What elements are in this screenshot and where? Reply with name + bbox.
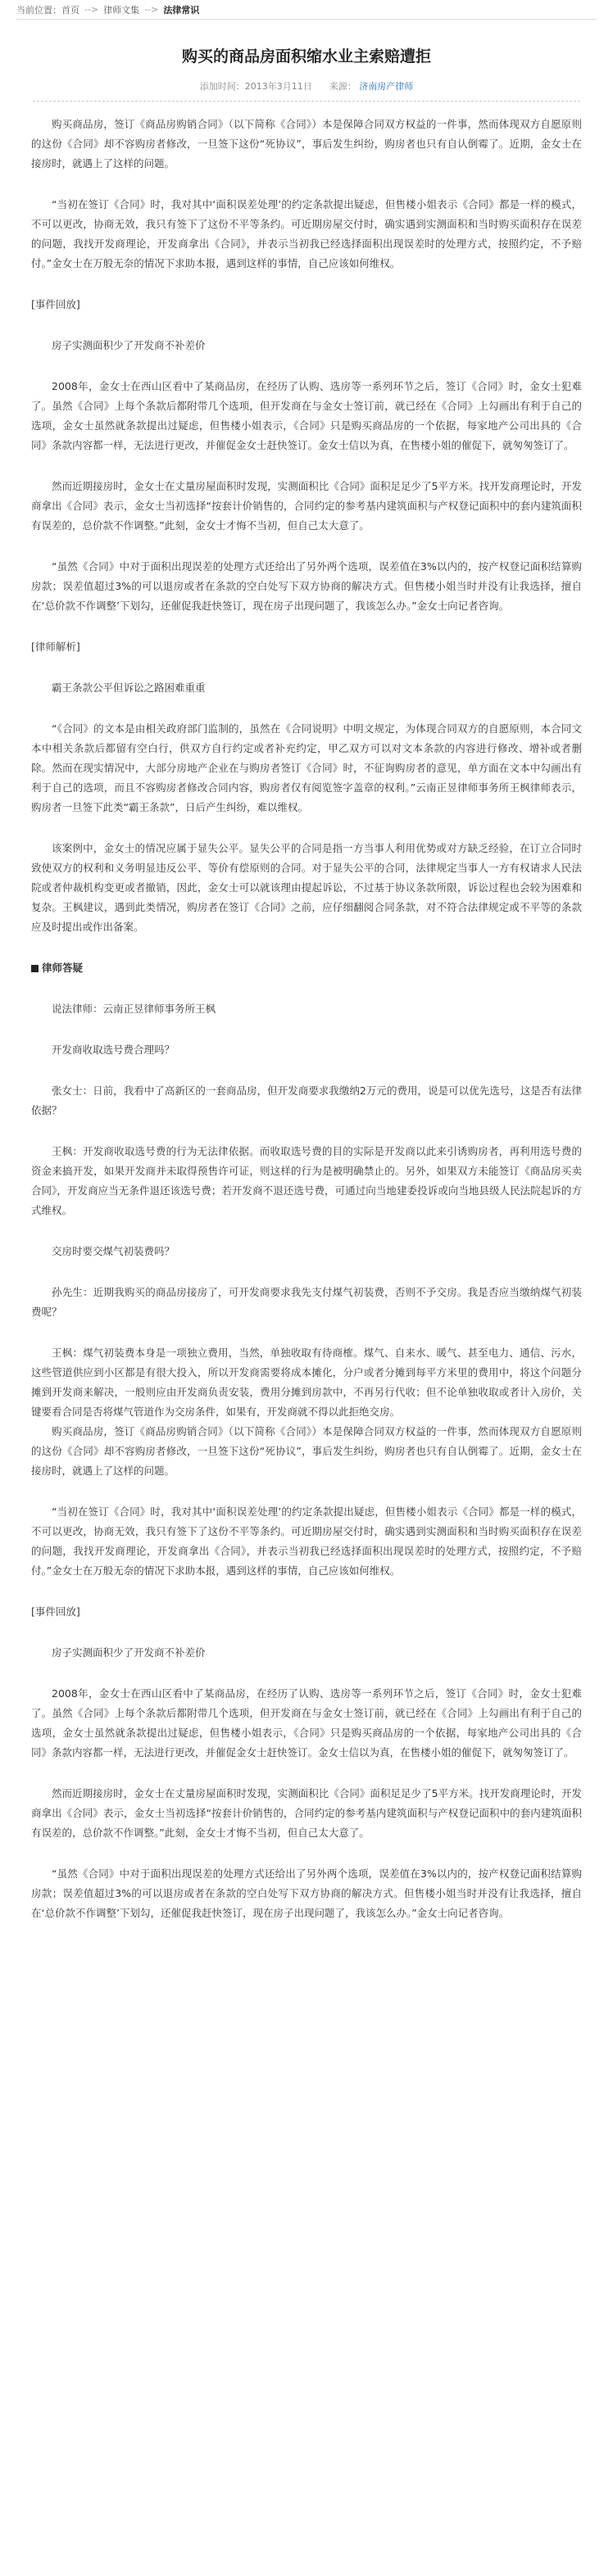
breadcrumb-home-link[interactable]: 首页 [61,4,79,16]
sub-heading: 房子实测面积少了开发商不补差价 [52,339,206,351]
paragraph: 然而近期接房时，金女士在丈量房屋面积时发现，实测面积比《合同》面积足足少了5平方米。找开发商理论时，开发商拿出《合同》表示，金女士当初选择“按套计价销售的，合同约定的参考基内建筑面积与产权登记面积中的套内建筑面积有误差的，总价款不作调整。”此刻，金女士才悔不当初，但自己太大意了。 [31,480,582,532]
article-header [16,20,597,75]
author-link[interactable]: 济南房产律师 [359,81,414,92]
paragraph: 购买商品房，签订《商品房购销合同》（以下简称《合同》）本是保障合同双方权益的一件事，然而体现双方自愿原则的这份《合同》却不容购房者修改，一旦签下这份“死协议”，事后发生纠纷，购房者也只有自认倒霉了。近期，金女士在接房时，就遇上了这样的问题。 [31,1425,582,1477]
paragraph: 说法律师：云南正昱律师事务所王枫 [52,1003,216,1015]
breadcrumb [16,0,597,20]
section-heading: [事件回放] [31,298,80,310]
qa-heading [31,958,582,978]
square-bullet-icon [31,965,39,972]
paragraph: 该案例中，金女士的情况应属于显失公平。显失公平的合同是指一方当事人利用优势或对方缺乏经验，在订立合同时致使双方的权利和义务明显违反公平、等价有偿原则的合同。对于显失公平的合同，法律规定当事人一方有权请求人民法院或者仲裁机构变更或者撤销，因此，金女士可以就该理由提起诉讼，不过基于协议条款所限，诉讼过程也会较为困难和复杂。王枫建议，遇到此类情况，购房者在签订《合同》之前，应仔细翻阅合同条款，对不符合法律规定或不平等的条款应及时提出或作出备案。 [31,842,582,933]
paragraph: 购买商品房，签订《商品房购销合同》（以下简称《合同》）本是保障合同双方权益的一件事，然而体现双方自愿原则的这份《合同》却不容购房者修改，一旦签下这份“死协议”，事后发生纠纷，购房者也只有自认倒霉了。近期，金女士在接房时，就遇上了这样的问题。 [31,118,582,170]
paragraph: “《合同》的文本是由相关政府部门监制的，虽然在《合同说明》中明文规定，为体现合同双方的自愿原则，本合同文本中相关条款后都留有空白行，供双方自行约定或者补充约定，甲乙双方可以对文本条款的内容进行修改、增补或者删除。然而在现实情况中，大部分房地产企业在与购房者签订《合同》时，不征询购房者的意见，单方面在文本中勾画出有利于自己的选项，而且不容购房者修改合同内容，购房者仅有阅览签字盖章的权利。”云南正昱律师事务所王枫律师表示，购房者一旦签下此类“霸王条款”，日后产生纠纷，难以维权。 [31,722,582,813]
paragraph: “虽然《合同》中对于面积出现误差的处理方式还给出了另外两个选项，误差值在3%以内的，按产权登记面积结算购房款；误差值超过3%的可以退房或者在条款的空白处写下双方协商的解决方式。但售楼小姐当时并没有让我选择，擅自在‘总价款不作调整’下划勾，还催促我赶快签订，现在房子出现问题了，我该怎么办。”金女士向记者咨询。 [31,1867,582,1919]
publish-date: 添加时间：2013年3月11日 [199,81,312,92]
paragraph: 王枫：开发商收取选号费的行为无法律依据。而收取选号费的目的实际是开发商以此来引诱购房者，再利用选号费的资金来搞开发，如果开发商并未取得预售许可证，则这样的行为是被明确禁止的。另外，如果双方未能签订《商品房买卖合同》，开发商应当无条件退还该选号费；若开发商不退还选号费，可通过向当地建委投诉或向当地县级人民法院起诉的方式维权。 [31,1145,582,1216]
source-label: 来源： [329,81,356,92]
section-heading: [律师解析] [31,641,80,653]
breadcrumb-separator: --> [84,4,99,15]
paragraph: “当初在签订《合同》时，我对其中‘面积误差处理’的约定条款提出疑虑，但售楼小姐表示《合同》都是一样的模式，不可以更改，协商无效，我只有签下了这份不平等条约。可近期房屋交付时，确实遇到实测面积和当时购买面积存在误差的问题，我找开发商理论，开发商拿出《合同》，并表示当初我已经选择面积出现误差时的处理方式，按照约定，不予赔付。”金女士在万般无奈的情况下求助本报，遇到这样的事情，自己应该如何维权。 [31,1505,582,1577]
breadcrumb-legal-knowledge-link[interactable]: 法律常识 [163,4,200,16]
paragraph: 2008年，金女士在西山区看中了某商品房，在经历了认购、选房等一系列环节之后，签订《合同》时，金女士犯难了。虽然《合同》上每个条款后都附带几个选项，但开发商在与金女士签订前，就已经在《合同》上勾画出有利于自己的选项，金女士虽然就条款提出过疑虑，但售楼小姐表示，《合同》只是购买商品房的一个依据，每家地产公司出具的《合同》条款内容都一样，无法进行更改，并催促金女士赶快签订。金女士信以为真，在售楼小姐的催促下，就匆匆签订了。 [31,380,582,451]
breadcrumb-lawyer-articles-link[interactable]: 律师文集 [103,4,140,16]
article-body [16,115,597,1923]
sub-heading: 霸王条款公平但诉讼之路困难重重 [52,681,206,694]
qa-heading-text: 律师答疑 [42,962,84,974]
sub-heading: 房子实测面积少了开发商不补差价 [52,1646,206,1659]
article-meta [33,75,580,102]
paragraph: 王枫：煤气初装费本身是一项独立费用，当然，单独收取有待商榷。煤气、自来水、暖气、甚至电力、通信、污水，这些管道供应到小区都是有很大投入，所以开发商需要将成本摊化，分户或者分摊到每平方米里的费用中，将这个问题分摊到开发商来解决，一般则应由开发商负责安装，费用分摊到房款中，不再另行代收；但不论单独收取或者计入房价，关键要看合同是否将煤气管道作为交房条件，如果有，开发商就不得以此拒绝交房。 [31,1347,582,1418]
paragraph: 然而近期接房时，金女士在丈量房屋面积时发现，实测面积比《合同》面积足足少了5平方米。找开发商理论时，开发商拿出《合同》表示，金女士当初选择“按套计价销售的，合同约定的参考基内建筑面积与产权登记面积中的套内建筑面积有误差的，总价款不作调整。”此刻，金女士才悔不当初，但自己太大意了。 [31,1787,582,1839]
paragraph: “当初在签订《合同》时，我对其中‘面积误差处理’的约定条款提出疑虑，但售楼小姐表示《合同》都是一样的模式，不可以更改，协商无效，我只有签下了这份不平等条约。可近期房屋交付时，确实遇到实测面积和当时购买面积存在误差的问题，我找开发商理论，开发商拿出《合同》，并表示当初我已经选择面积出现误差时的处理方式，按照约定，不予赔付。”金女士在万般无奈的情况下求助本报，遇到这样的事情，自己应该如何维权。 [31,198,582,269]
section-heading: [事件回放] [31,1605,80,1618]
question-heading: 开发商收取选号费合理吗？ [52,1044,175,1056]
paragraph: 孙先生：近期我购买的商品房接房了，可开发商要求我先支付煤气初装费，否则不予交房。我是否应当缴纳煤气初装费呢？ [31,1286,582,1318]
paragraph: 张女士：日前，我看中了高新区的一套商品房，但开发商要求我缴纳2万元的费用，说是可以优先选号，这是否有法律依据？ [31,1084,582,1116]
breadcrumb-separator: --> [144,4,159,15]
paragraph: 2008年，金女士在西山区看中了某商品房，在经历了认购、选房等一系列环节之后，签订《合同》时，金女士犯难了。虽然《合同》上每个条款后都附带几个选项，但开发商在与金女士签订前，就已经在《合同》上勾画出有利于自己的选项，金女士虽然就条款提出过疑虑，但售楼小姐表示，《合同》只是购买商品房的一个依据，每家地产公司出具的《合同》条款内容都一样，无法进行更改，并催促金女士赶快签订。金女士信以为真，在售楼小姐的催促下，就匆匆签订了。 [31,1687,582,1759]
question-heading: 交房时要交煤气初装费吗？ [52,1245,175,1257]
article-title: 购买的商品房面积缩水业主索赔遭拒 [181,48,431,66]
breadcrumb-prefix: 当前位置： [16,4,61,16]
paragraph: “虽然《合同》中对于面积出现误差的处理方式还给出了另外两个选项，误差值在3%以内的，按产权登记面积结算购房款；误差值超过3%的可以退房或者在条款的空白处写下双方协商的解决方式。但售楼小姐当时并没有让我选择，擅自在‘总价款不作调整’下划勾，还催促我赶快签订，现在房子出现问题了，我该怎么办。”金女士向记者咨询。 [31,560,582,612]
